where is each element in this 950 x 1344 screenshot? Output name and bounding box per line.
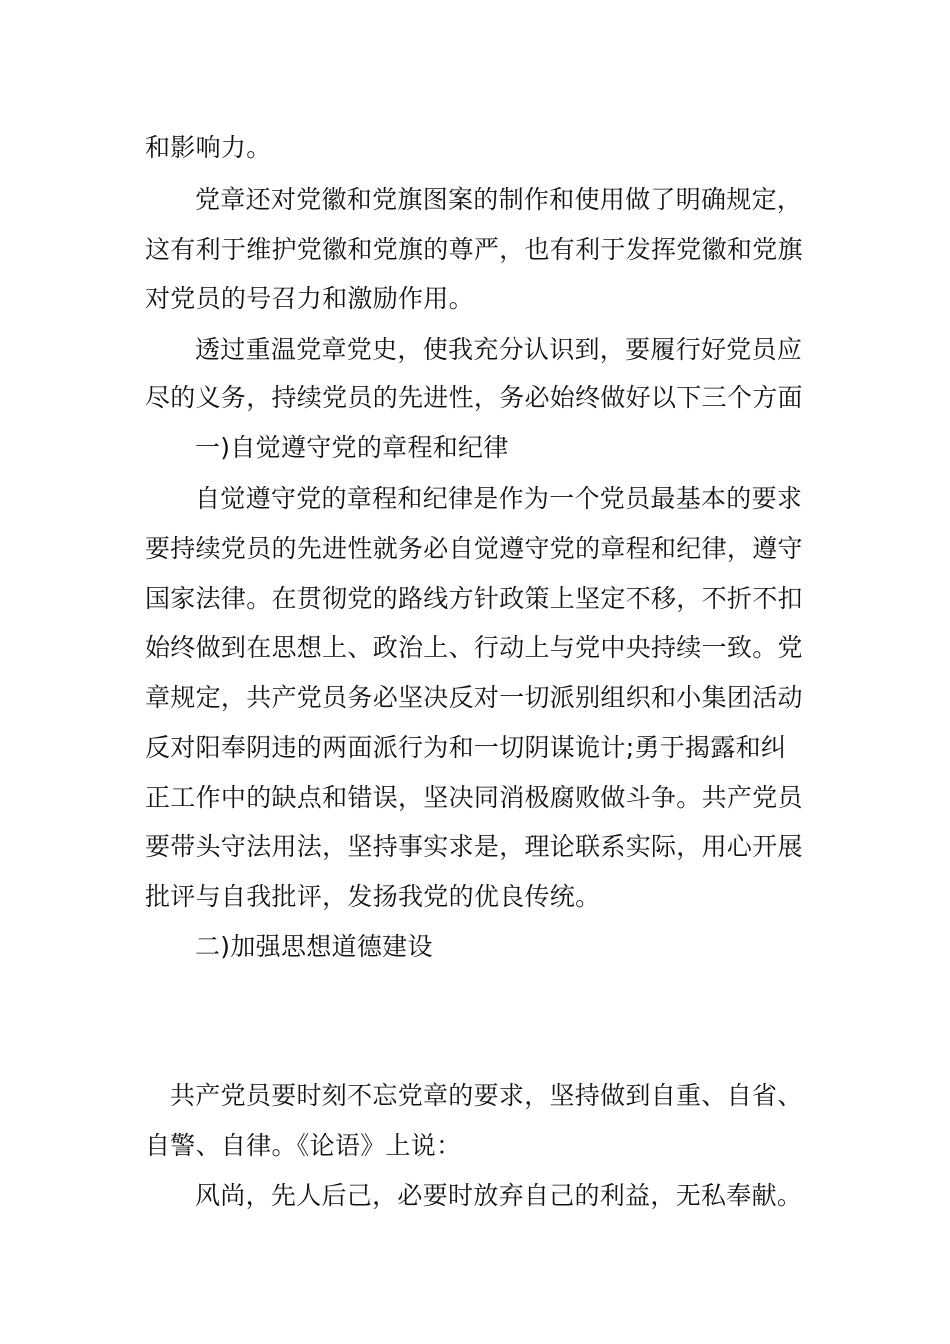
text-line: 正工作中的缺点和错误，坚决同消极腐败做斗争。共产党员 [145, 783, 803, 812]
text-line: 反对阳奉阴违的两面派行为和一切阴谋诡计;勇于揭露和纠 [145, 733, 787, 762]
text-line: 章规定，共产党员务必坚决反对一切派别组织和小集团活动 [145, 683, 803, 712]
text-line: 要持续党员的先进性就务必自觉遵守党的章程和纪律，遵守 [145, 534, 803, 563]
text-line: 批评与自我批评，发扬我党的优良传统。 [145, 882, 601, 911]
text-line: 尽的义务，持续党员的先进性，务必始终做好以下三个方面 [145, 383, 803, 412]
text-line: 自警、自律。《论语》上说： [145, 1131, 462, 1160]
text-line: 始终做到在思想上、政治上、行动上与党中央持续一致。党 [145, 633, 803, 662]
text-line: 党章还对党徽和党旗图案的制作和使用做了明确规定， [195, 185, 803, 214]
text-line: 国家法律。在贯彻党的路线方针政策上坚定不移，不折不扣 [145, 584, 803, 613]
text-line: 风尚，先人后己，必要时放弃自己的利益，无私奉献。 [195, 1181, 803, 1210]
text-line: 和影响力。 [145, 133, 272, 162]
section-heading: 一)自觉遵守党的章程和纪律 [195, 433, 509, 462]
text-line: 共产党员要时刻不忘党章的要求，坚持做到自重、自省、 [170, 1081, 803, 1110]
text-line: 自觉遵守党的章程和纪律是作为一个党员最基本的要求 [195, 484, 803, 513]
text-line: 透过重温党章党史，使我充分认识到，要履行好党员应 [195, 335, 803, 364]
text-line: 这有利于维护党徽和党旗的尊严，也有利于发挥党徽和党旗 [145, 235, 803, 264]
section-heading: 二)加强思想道德建设 [195, 932, 433, 961]
text-line: 要带头守法用法，坚持事实求是，理论联系实际，用心开展 [145, 832, 803, 861]
text-line: 对党员的号召力和激励作用。 [145, 284, 474, 313]
